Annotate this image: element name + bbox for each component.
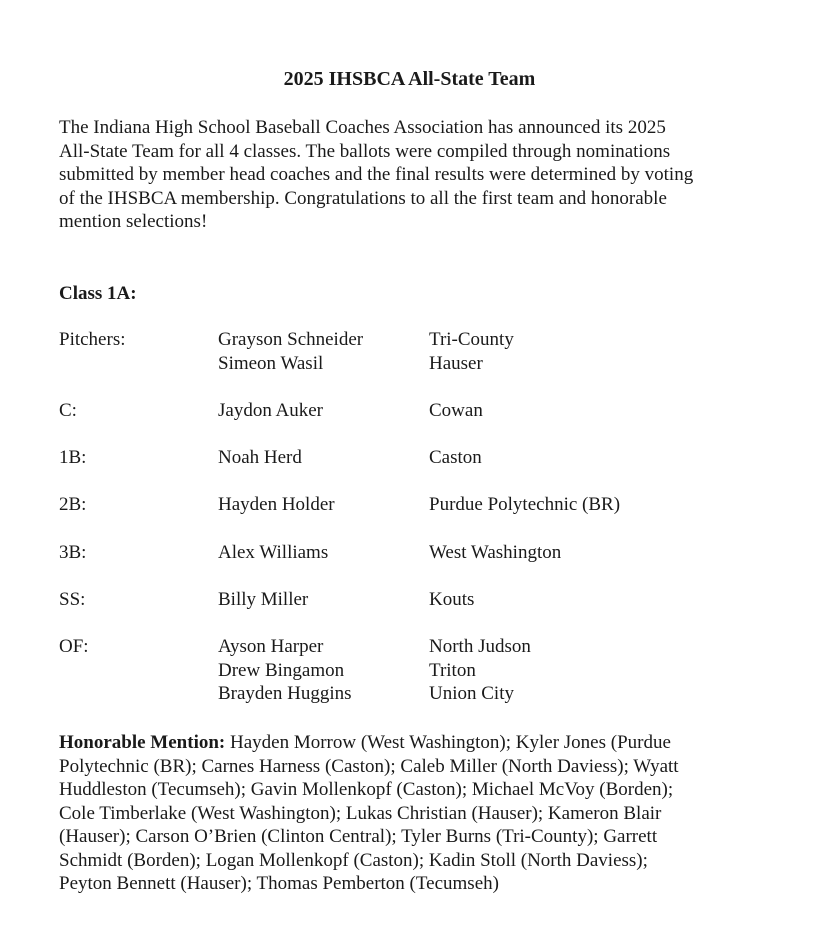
intro-line: submitted by member head coaches and the final results were determined by voting [59, 164, 694, 185]
position-label: C: [59, 400, 77, 421]
player-list [218, 446, 302, 470]
school-list [429, 446, 482, 470]
player-name: Drew Bingamon [218, 659, 345, 681]
honorable-mention-line: Peyton Bennett (Hauser); Thomas Pemberton (Tecumseh) [59, 873, 499, 894]
player-name: Simeon Wasil [218, 352, 324, 374]
school-name: Kouts [429, 589, 475, 610]
player-name: Billy Miller [218, 589, 309, 610]
player-name: Alex Williams [218, 542, 329, 563]
position-label: Pitchers: [59, 329, 126, 350]
school-name: Caston [429, 447, 482, 468]
school-list [429, 588, 474, 612]
honorable-mention-line [59, 731, 779, 755]
school-name: Triton [429, 659, 476, 681]
player-list [218, 493, 335, 517]
intro-line: mention selections! [59, 211, 208, 232]
school-name: North Judson [429, 636, 531, 657]
position-label: 2B: [59, 494, 87, 515]
intro-line: of the IHSBCA membership. Congratulations to all the first team and honorable [59, 187, 667, 209]
school-list [429, 541, 561, 565]
school-name: Hauser [429, 352, 483, 374]
honorable-mention-paragraph [59, 731, 779, 896]
player-list [218, 635, 352, 706]
player-list [218, 541, 328, 565]
player-name: Brayden Huggins [218, 683, 352, 704]
school-list [429, 493, 620, 517]
player-name: Grayson Schneider [218, 329, 364, 350]
position-label: 1B: [59, 447, 87, 468]
player-list [218, 328, 363, 375]
player-list [218, 588, 308, 612]
school-name: West Washington [429, 542, 562, 563]
position-label: 3B: [59, 542, 87, 563]
school-list [429, 328, 514, 375]
player-list [218, 399, 323, 423]
player-name: Noah Herd [218, 447, 302, 468]
player-name: Jaydon Auker [218, 400, 324, 421]
school-name: Purdue Polytechnic (BR) [429, 494, 621, 515]
honorable-mention-text: Hayden Morrow (West Washington); Kyler Jones (Purdue [225, 732, 671, 753]
honorable-mention-line: Huddleston (Tecumseh); Gavin Mollenkopf (Caston); Michael McVoy (Borden); [59, 779, 674, 800]
player-name: Ayson Harper [218, 636, 324, 657]
class-heading: Class 1A: [59, 283, 137, 304]
intro-paragraph [59, 116, 759, 234]
player-name: Hayden Holder [218, 494, 335, 515]
honorable-mention-line: Polytechnic (BR); Carnes Harness (Caston); Caleb Miller (North Daviess); Wyatt [59, 755, 679, 777]
honorable-mention-line: Schmidt (Borden); Logan Mollenkopf (Caston); Kadin Stoll (North Daviess); [59, 849, 648, 871]
intro-line: All-State Team for all 4 classes. The ballots were compiled through nominations [59, 140, 671, 162]
school-list [429, 399, 483, 423]
school-name: Union City [429, 683, 514, 704]
honorable-mention-line: Cole Timberlake (West Washington); Lukas Christian (Hauser); Kameron Blair [59, 802, 662, 824]
honorable-mention-line: (Hauser); Carson O’Brien (Clinton Central); Tyler Burns (Tri-County); Garrett [59, 826, 658, 847]
honorable-mention-label: Honorable Mention: [59, 732, 226, 753]
position-label: SS: [59, 589, 86, 610]
school-name: Cowan [429, 400, 483, 421]
school-name: Tri-County [429, 329, 514, 350]
intro-line: The Indiana High School Baseball Coaches Association has announced its 2025 [59, 117, 666, 138]
page-title: 2025 IHSBCA All-State Team [283, 68, 536, 90]
position-label: OF: [59, 636, 89, 657]
school-list [429, 635, 531, 706]
